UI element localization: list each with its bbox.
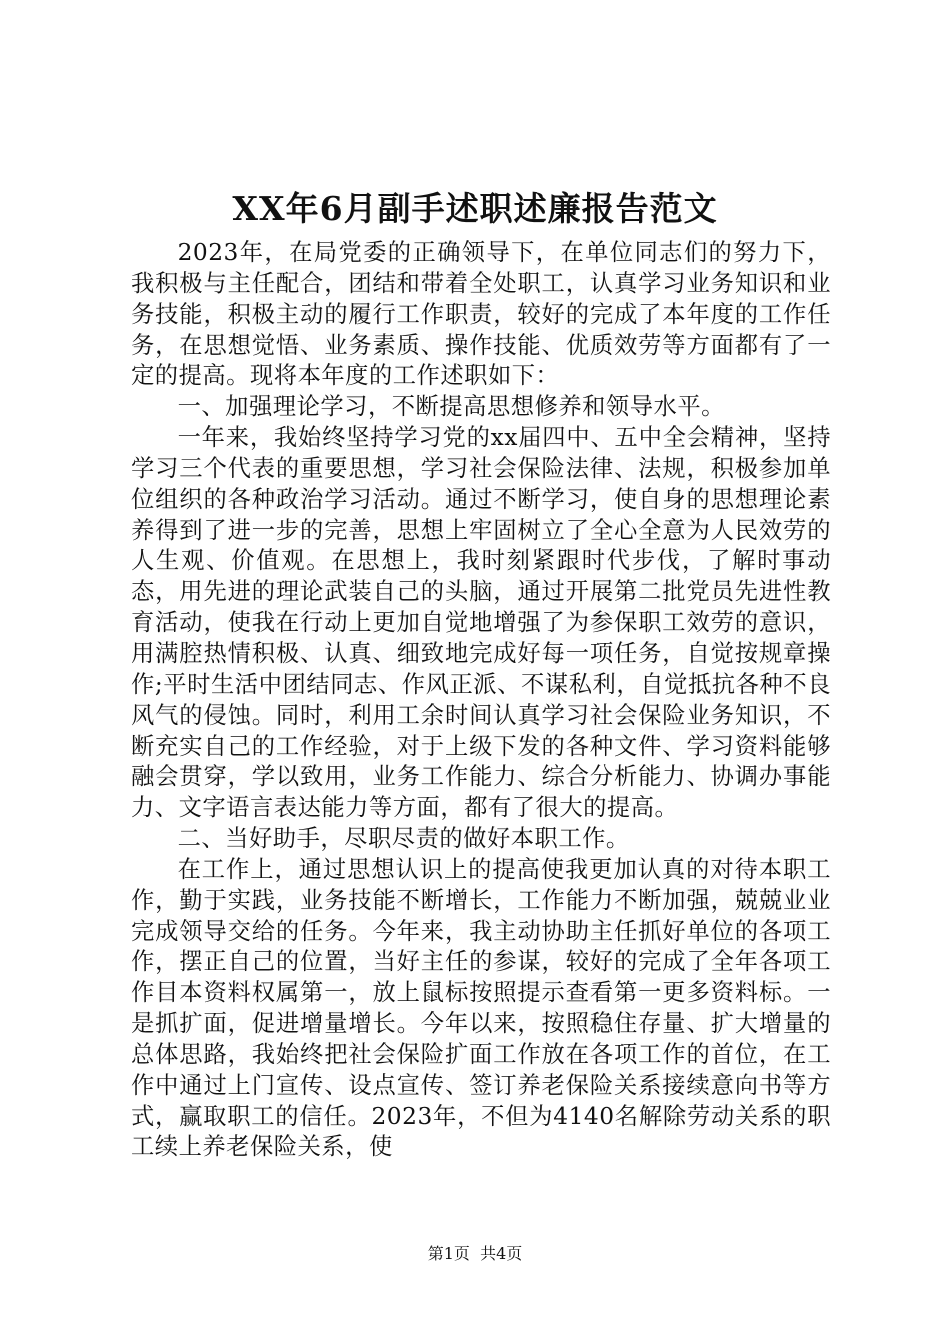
paragraph-section-1: 一年来，我始终坚持学习党的xx届四中、五中全会精神，坚持学习三个代表的重要思想，学习社会保险法律、法规，积极参加单位组织的各种政治学习活动。通过不断学习，使自身的思想理论素养得到了进一步的完善，思想上牢固树立了全心全意为人民效劳的人生观、价值观。在思想上，我时刻紧跟时代步伐，了解时事动态，用先进的理论武装自己的头脑，通过开展第二批党员先进性教育活动，使我在行动上更加自觉地增强了为参保职工效劳的意识，用满腔热情积极、认真、细致地完成好每一项任务，自觉按规章操作;平时生活中团结同志、作风正派、不谋私利，自觉抵抗各种不良风气的侵蚀。同时，利用工余时间认真学习社会保险业务知识，不断充实自己的工作经验，对于上级下发的各种文件、学习资料能够融会贯穿，学以致用，业务工作能力、综合分析能力、协调办事能力、文字语言表达能力等方面，都有了很大的提高。 xyxy=(131,424,831,822)
paragraph-section-2: 在工作上，通过思想认识上的提高使我更加认真的对待本职工作，勤于实践，业务技能不断增长，工作能力不断加强，兢兢业业完成领导交给的任务。今年来，我主动协助主任抓好单位的各项工作，摆正自己的位置，当好主任的参谋，较好的完成了全年各项工作目本资料权属第一，放上鼠标按照提示查看第一更多资料标。一是抓扩面，促进增量增长。今年以来，按照稳住存量、扩大增量的总体思路，我始终把社会保险扩面工作放在各项工作的首位，在工作中通过上门宣传、设点宣传、签订养老保险关系接续意向书等方式，赢取职工的信任。2023年，不但为4140名解除劳动关系的职工续上养老保险关系，使 xyxy=(131,855,831,1161)
document-title: XX年6月副手述职述廉报告范文 xyxy=(232,189,718,228)
paragraph-intro: 2023年，在局党委的正确领导下，在单位同志们的努力下，我积极与主任配合，团结和带着全处职工，认真学习业务知识和业务技能，积极主动的履行工作职责，较好的完成了本年度的工作任务，在思想觉悟、业务素质、操作技能、优质效劳等方面都有了一定的提高。现将本年度的工作述职如下： xyxy=(131,239,831,390)
section-heading-2: 二、当好助手，尽职尽责的做好本职工作。 xyxy=(177,825,630,853)
section-heading-1: 一、加强理论学习，不断提高思想修养和领导水平。 xyxy=(177,393,725,421)
page-total: 共4页 xyxy=(480,1244,523,1263)
page-number: 第1页 xyxy=(427,1244,470,1263)
document-body xyxy=(131,238,831,1163)
page-footer xyxy=(0,1243,950,1265)
